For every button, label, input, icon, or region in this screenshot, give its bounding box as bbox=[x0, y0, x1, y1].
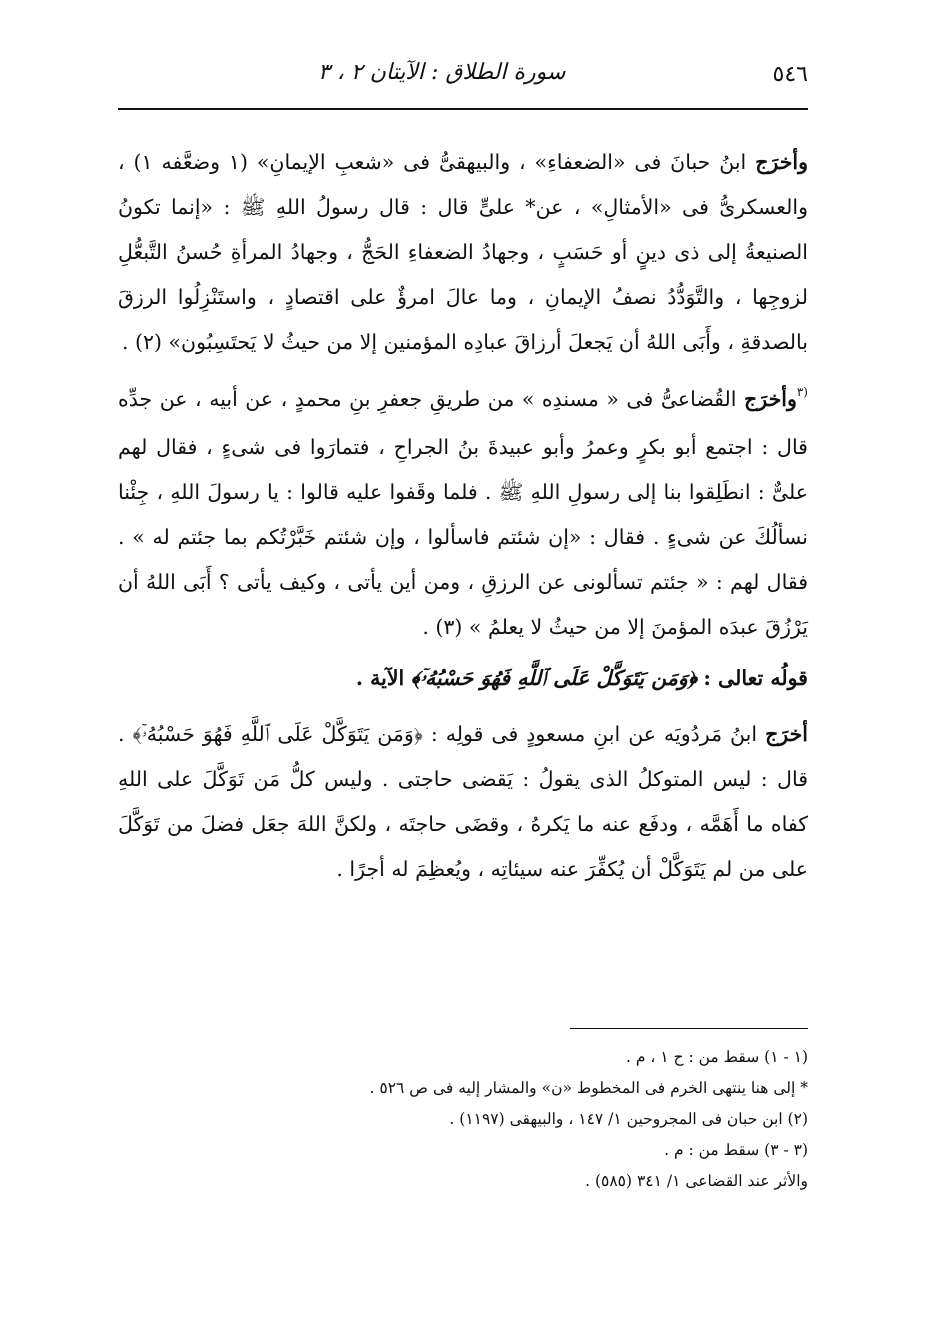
footnote-3-continued: والأثر عند القضاعى ١/ ٣٤١ (٥٨٥) . bbox=[585, 1172, 808, 1190]
paragraph-2-marker: (٣ bbox=[796, 385, 808, 399]
page-header bbox=[118, 58, 808, 98]
paragraph-3 bbox=[118, 712, 808, 892]
main-text bbox=[118, 140, 808, 892]
verse-heading-suffix: الآية . bbox=[355, 666, 405, 690]
verse-heading-label: قولُه تعالى : bbox=[703, 666, 808, 690]
footnote-2: (٢) ابن حبان فى المجروحين ١/ ١٤٧ ، والبيهقى (١١٩٧) . bbox=[449, 1110, 808, 1128]
paragraph-2-text: القُضاعىُّ فى « مسندِه » من طريقِ جعفرِ بنِ محمدٍ ، عن أبيه ، عن جدِّه قال : اجتمع أبو بكرٍ وعمرُ وأبو عبيدةَ بنُ الجراحِ ، فتمارَوا فى شىءٍ ، فقال لهم علىٌّ : انطَلِقوا بنا إلى رسولِ اللهِ ﷺ . فلما وقَفوا عليه قالوا : يا رسولَ اللهِ ، جِئْنا نسألُكَ عن شىءٍ . فقال : «إن شئتم فاسألوا ، وإن شئتم خَبَّرْتُكم بما جئتم له » . فقال لهم : « جئتم تسألونى عن الرزقِ ، ومن أين يأتى ، وكيف يأتى ؟ أَبَى اللهُ أن يَرْزُقَ عبدَه المؤمنَ إلا من حيثُ لا يعلمُ » (٣) . bbox=[118, 387, 808, 639]
paragraph-3-lead: أخرَج bbox=[765, 722, 808, 746]
paragraph-1 bbox=[118, 140, 808, 365]
running-title: سورة الطلاق : الآيتان ٢ ، ٣ bbox=[318, 60, 566, 85]
paragraph-3-text: ابنُ مَردُويَه عن ابنِ مسعودٍ فى قولِه : ﴿وَمَن يَتَوَكَّلْ عَلَى ٱللَّهِ فَهُوَ حَسْبُهُۥٓ﴾ . قال : ليس المتوكلُ الذى يقولُ : يَقضى حاجتى . وليس كلُّ مَن تَوَكَّلَ على اللهِ كفاه ما أَهَمَّه ، ودفَع عنه ما يَكرهُ ، وقضَى حاجتَه ، ولكنَّ اللهَ جعَل فضلَ من تَوَكَّلَ على من لم يَتَوَكَّلْ أن يُكفِّرَ عنه سيئاتِه ، ويُعظِمَ له أجرًا . bbox=[118, 722, 808, 881]
page-number: ٥٤٦ bbox=[772, 62, 808, 87]
footnotes bbox=[118, 1042, 808, 1197]
footnote-1: (١ - ١) سقط من : ح ١ ، م . bbox=[625, 1048, 808, 1066]
paragraph-2-lead: وأخرَج bbox=[744, 387, 797, 411]
paragraph-2 bbox=[118, 377, 808, 650]
footnote-rule bbox=[570, 1028, 808, 1029]
paragraph-1-lead: وأخرَج bbox=[755, 150, 808, 174]
footnote-asterisk: * إلى هنا ينتهى الخرم فى المخطوط «ن» والمشار إليه فى ص ٥٢٦ . bbox=[369, 1079, 808, 1097]
footnote-3: (٣ - ٣) سقط من : م . bbox=[664, 1141, 808, 1159]
verse-text: ﴿وَمَن يَتَوَكَّلْ عَلَى ٱللَّهِ فَهُوَ حَسْبُهُۥٓ﴾ bbox=[410, 666, 697, 690]
header-rule bbox=[118, 108, 808, 110]
verse-heading bbox=[118, 650, 808, 706]
paragraph-1-text: ابنُ حبانَ فى «الضعفاءِ» ، والبيهقىُّ فى «شعبِ الإيمانِ» (١ وضعَّفه ١) ، والعسكرىُّ فى «الأمثالِ» ، عن* علىٍّ قال : قال رسولُ اللهِ ﷺ : «إنما تكونُ الصنيعةُ إلى ذى دينٍ أو حَسَبٍ ، وجهادُ الضعفاءِ الحَجُّ ، وجهادُ المرأةِ حُسنُ التَّبعُّلِ لزوجِها ، والتَّوَدُّدُ نصفُ الإيمانِ ، وما عالَ امرؤٌ على اقتصادٍ ، واستَنْزِلُوا الرزقَ بالصدقةِ ، وأَبَى اللهُ أن يَجعلَ أرزاقَ عبادِه المؤمنين إلا من حيثُ لا يَحتَسِبُون» (٢) . bbox=[118, 150, 808, 354]
